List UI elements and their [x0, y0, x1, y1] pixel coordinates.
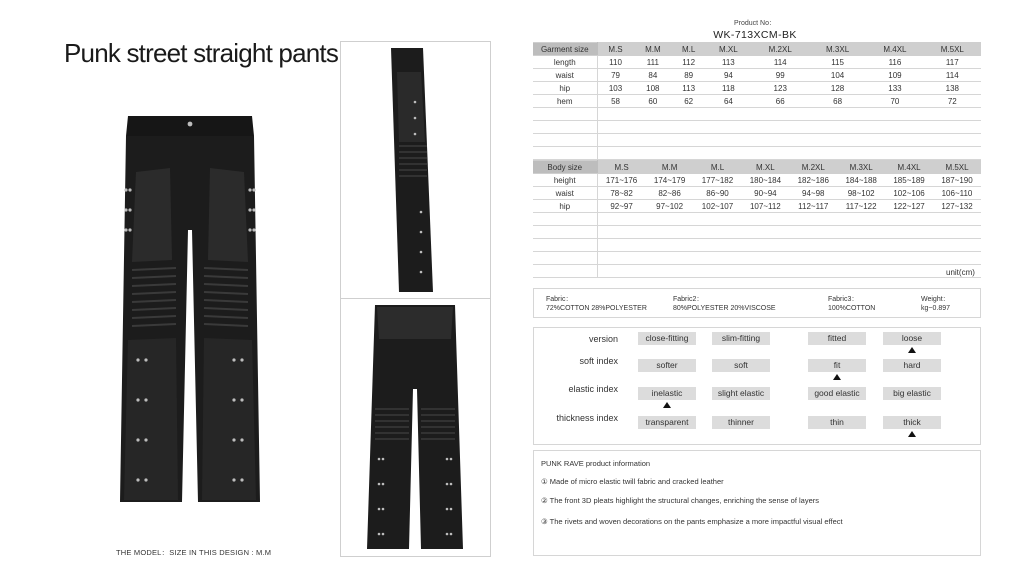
table-row [533, 95, 981, 108]
table-cell [752, 134, 809, 147]
table-header-cell: M.L [694, 161, 742, 174]
elastic-option: good elastic [808, 387, 866, 400]
table-cell: 118 [705, 82, 751, 95]
table-cell [597, 239, 646, 252]
table-cell: 94 [705, 69, 751, 82]
table-cell: 72 [924, 95, 981, 108]
table-cell [924, 121, 981, 134]
soft-option: fit [808, 359, 866, 372]
table-cell [597, 147, 634, 160]
table-cell [809, 147, 866, 160]
version-selected-marker-icon [908, 347, 916, 353]
table-cell [646, 213, 694, 226]
table-cell: 86~90 [694, 187, 742, 200]
table-cell [789, 252, 837, 265]
table-cell: 58 [597, 95, 634, 108]
fabric-1-value: 72%COTTON 28%POLYESTER [546, 305, 647, 312]
table-cell [933, 213, 981, 226]
table-cell [933, 252, 981, 265]
table-cell [752, 121, 809, 134]
table-cell [866, 108, 923, 121]
front-view-photo [110, 110, 270, 510]
table-header-cell: M.3XL [837, 161, 885, 174]
table-cell [533, 265, 597, 278]
table-cell [741, 239, 789, 252]
table-cell [885, 239, 933, 252]
version-option: loose [883, 332, 941, 345]
table-cell [885, 213, 933, 226]
table-row [533, 82, 981, 95]
table-cell: 115 [809, 56, 866, 69]
thickness-option: thick [883, 416, 941, 429]
table-cell: 107~112 [741, 200, 789, 213]
info-item: ③ The rivets and woven decorations on the pants emphasize a more impactful visual effect [541, 517, 843, 526]
table-cell: hem [533, 95, 597, 108]
table-row [533, 69, 981, 82]
table-cell [694, 265, 742, 278]
fabric-3 [828, 295, 875, 313]
table-cell: 184~188 [837, 174, 885, 187]
table-cell [837, 265, 885, 278]
table-row [533, 239, 981, 252]
table-cell [809, 134, 866, 147]
table-cell [741, 226, 789, 239]
table-row [533, 121, 981, 134]
table-cell [694, 213, 742, 226]
table-cell: 60 [634, 95, 673, 108]
table-cell [694, 226, 742, 239]
table-header-cell: M.3XL [809, 43, 866, 56]
table-cell: 138 [924, 82, 981, 95]
table-cell: 113 [672, 82, 705, 95]
table-cell: 116 [866, 56, 923, 69]
table-cell [672, 121, 705, 134]
table-cell [597, 226, 646, 239]
table-cell [533, 226, 597, 239]
table-header-cell: M.4XL [866, 43, 923, 56]
fabric-1-label: Fabric： [546, 296, 573, 303]
fabric-2-value: 80%POLYESTER 20%VISCOSE [673, 305, 776, 312]
table-cell [933, 239, 981, 252]
garment-size-table [533, 42, 981, 160]
table-cell: 102~107 [694, 200, 742, 213]
table-cell: 70 [866, 95, 923, 108]
table-header-cell: M.M [646, 161, 694, 174]
table-cell: 94~98 [789, 187, 837, 200]
table-cell [837, 239, 885, 252]
table-cell [634, 121, 673, 134]
soft-index-label: soft index [579, 356, 618, 366]
back-view-photo [340, 299, 491, 557]
table-cell [634, 147, 673, 160]
table-cell: 109 [866, 69, 923, 82]
table-cell [533, 134, 597, 147]
weight-label: Weight： [921, 296, 950, 303]
table-header-cell: M.XL [705, 43, 751, 56]
thickness-index-label: thickness index [556, 413, 618, 423]
table-cell: 114 [924, 69, 981, 82]
table-cell [646, 239, 694, 252]
table-cell: 128 [809, 82, 866, 95]
table-cell [789, 239, 837, 252]
table-row [533, 134, 981, 147]
table-cell [634, 108, 673, 121]
table-cell [789, 226, 837, 239]
table-cell: 89 [672, 69, 705, 82]
table-cell: 117~122 [837, 200, 885, 213]
table-cell [885, 252, 933, 265]
weight-value: kg~0.897 [921, 305, 950, 312]
table-cell [533, 108, 597, 121]
table-cell: 84 [634, 69, 673, 82]
table-header-row [533, 43, 981, 56]
fabric-2 [673, 295, 776, 313]
table-row [533, 213, 981, 226]
fabric-3-label: Fabric3： [828, 296, 859, 303]
table-header-cell: M.XL [741, 161, 789, 174]
table-row [533, 200, 981, 213]
table-cell [694, 252, 742, 265]
info-item: ② The front 3D pleats highlight the structural changes, enriching the sense of layers [541, 496, 819, 505]
fabric-3-value: 100%COTTON [828, 305, 876, 312]
table-cell [646, 252, 694, 265]
table-cell: 122~127 [885, 200, 933, 213]
version-option: slim-fitting [712, 332, 770, 345]
weight [921, 295, 950, 313]
product-number [700, 18, 810, 41]
table-cell [789, 265, 837, 278]
table-cell: hip [533, 200, 597, 213]
table-cell: 64 [705, 95, 751, 108]
thickness-selected-marker-icon [908, 431, 916, 437]
unit-label: unit(cm) [946, 268, 975, 277]
table-cell [597, 121, 634, 134]
product-information [533, 450, 981, 556]
table-cell [866, 121, 923, 134]
table-cell [809, 108, 866, 121]
version-option: close-fitting [638, 332, 696, 345]
table-cell [924, 134, 981, 147]
thickness-option: thinner [712, 416, 770, 429]
table-cell: 82~86 [646, 187, 694, 200]
product-number-label: Product No： [733, 20, 777, 27]
table-cell [885, 265, 933, 278]
table-cell [741, 252, 789, 265]
table-header-cell: M.S [597, 43, 634, 56]
table-cell: 113 [705, 56, 751, 69]
table-cell [741, 265, 789, 278]
table-header-cell: M.5XL [933, 161, 981, 174]
table-cell [672, 134, 705, 147]
table-row [533, 147, 981, 160]
table-header-row [533, 161, 981, 174]
table-cell [789, 213, 837, 226]
table-cell [533, 213, 597, 226]
table-cell: 98~102 [837, 187, 885, 200]
table-cell: 133 [866, 82, 923, 95]
elastic-option: big elastic [883, 387, 941, 400]
table-cell: 117 [924, 56, 981, 69]
table-cell: 174~179 [646, 174, 694, 187]
table-cell: 112~117 [789, 200, 837, 213]
thickness-option: thin [808, 416, 866, 429]
soft-option: hard [883, 359, 941, 372]
page-title: Punk street straight pants [64, 38, 339, 68]
table-cell [533, 147, 597, 160]
body-size-table [533, 160, 981, 278]
table-cell [533, 239, 597, 252]
elastic-option: slight elastic [712, 387, 770, 400]
table-cell: 111 [634, 56, 673, 69]
elastic-selected-marker-icon [663, 402, 671, 408]
thickness-option: transparent [638, 416, 696, 429]
table-header-cell: M.S [597, 161, 646, 174]
table-cell [837, 252, 885, 265]
table-row [533, 226, 981, 239]
fabric-info [533, 288, 981, 318]
table-cell [837, 226, 885, 239]
table-cell: 66 [752, 95, 809, 108]
table-cell [752, 108, 809, 121]
table-cell: 68 [809, 95, 866, 108]
table-cell: 62 [672, 95, 705, 108]
table-cell [672, 147, 705, 160]
elastic-option: inelastic [638, 387, 696, 400]
table-cell [924, 147, 981, 160]
table-cell [597, 108, 634, 121]
table-row [533, 187, 981, 200]
table-cell [866, 134, 923, 147]
table-cell [672, 108, 705, 121]
table-header-cell: M.M [634, 43, 673, 56]
table-cell: 97~102 [646, 200, 694, 213]
table-cell: height [533, 174, 597, 187]
table-cell [933, 226, 981, 239]
table-row [533, 265, 981, 278]
table-cell [646, 226, 694, 239]
table-cell [533, 121, 597, 134]
table-cell: 90~94 [741, 187, 789, 200]
table-cell: 103 [597, 82, 634, 95]
table-cell: length [533, 56, 597, 69]
table-cell [597, 252, 646, 265]
table-cell: 182~186 [789, 174, 837, 187]
table-header-cell: M.L [672, 43, 705, 56]
table-cell: 187~190 [933, 174, 981, 187]
table-cell: 114 [752, 56, 809, 69]
table-cell: hip [533, 82, 597, 95]
table-row [533, 174, 981, 187]
table-row [533, 252, 981, 265]
elastic-index-label: elastic index [568, 384, 618, 394]
table-cell [705, 121, 751, 134]
table-cell [885, 226, 933, 239]
version-option: fitted [808, 332, 866, 345]
soft-selected-marker-icon [833, 374, 841, 380]
table-cell: waist [533, 69, 597, 82]
table-cell: waist [533, 187, 597, 200]
version-label: version [588, 334, 618, 344]
table-cell: 99 [752, 69, 809, 82]
table-cell: 102~106 [885, 187, 933, 200]
fabric-2-label: Fabric2： [673, 296, 704, 303]
table-cell [597, 134, 634, 147]
fabric-1 [546, 295, 647, 313]
table-cell: 110 [597, 56, 634, 69]
table-cell: 92~97 [597, 200, 646, 213]
table-cell [597, 265, 646, 278]
table-cell [694, 239, 742, 252]
table-cell [533, 252, 597, 265]
table-header-cell: M.2XL [789, 161, 837, 174]
table-cell: 185~189 [885, 174, 933, 187]
table-header-cell: M.2XL [752, 43, 809, 56]
table-cell [866, 147, 923, 160]
table-cell [705, 147, 751, 160]
table-header-cell: M.5XL [924, 43, 981, 56]
table-row [533, 108, 981, 121]
table-cell [741, 213, 789, 226]
table-header-cell: M.4XL [885, 161, 933, 174]
table-cell: 171~176 [597, 174, 646, 187]
table-cell [646, 265, 694, 278]
table-header-cell: Body size [533, 161, 597, 174]
model-size-note: THE MODEL：SIZE IN THIS DESIGN : M.M [116, 548, 272, 557]
table-header-cell: Garment size [533, 43, 597, 56]
table-cell [705, 108, 751, 121]
table-cell [809, 121, 866, 134]
table-cell [634, 134, 673, 147]
table-cell [924, 108, 981, 121]
table-cell: 123 [752, 82, 809, 95]
table-cell: 106~110 [933, 187, 981, 200]
property-indices [533, 327, 981, 445]
table-cell: 79 [597, 69, 634, 82]
table-cell: 177~182 [694, 174, 742, 187]
table-cell: 104 [809, 69, 866, 82]
product-number-value: WK-713XCM-BK [713, 29, 797, 41]
soft-option: softer [638, 359, 696, 372]
table-cell [705, 134, 751, 147]
table-row [533, 56, 981, 69]
table-cell: 127~132 [933, 200, 981, 213]
side-view-photo [340, 41, 491, 299]
table-cell [597, 213, 646, 226]
table-cell: 112 [672, 56, 705, 69]
table-cell: 108 [634, 82, 673, 95]
info-title: PUNK RAVE product information [541, 459, 651, 468]
table-cell [837, 213, 885, 226]
table-cell: 78~82 [597, 187, 646, 200]
soft-option: soft [712, 359, 770, 372]
table-cell [752, 147, 809, 160]
table-cell: 180~184 [741, 174, 789, 187]
info-item: ① Made of micro elastic twill fabric and cracked leather [541, 477, 724, 486]
